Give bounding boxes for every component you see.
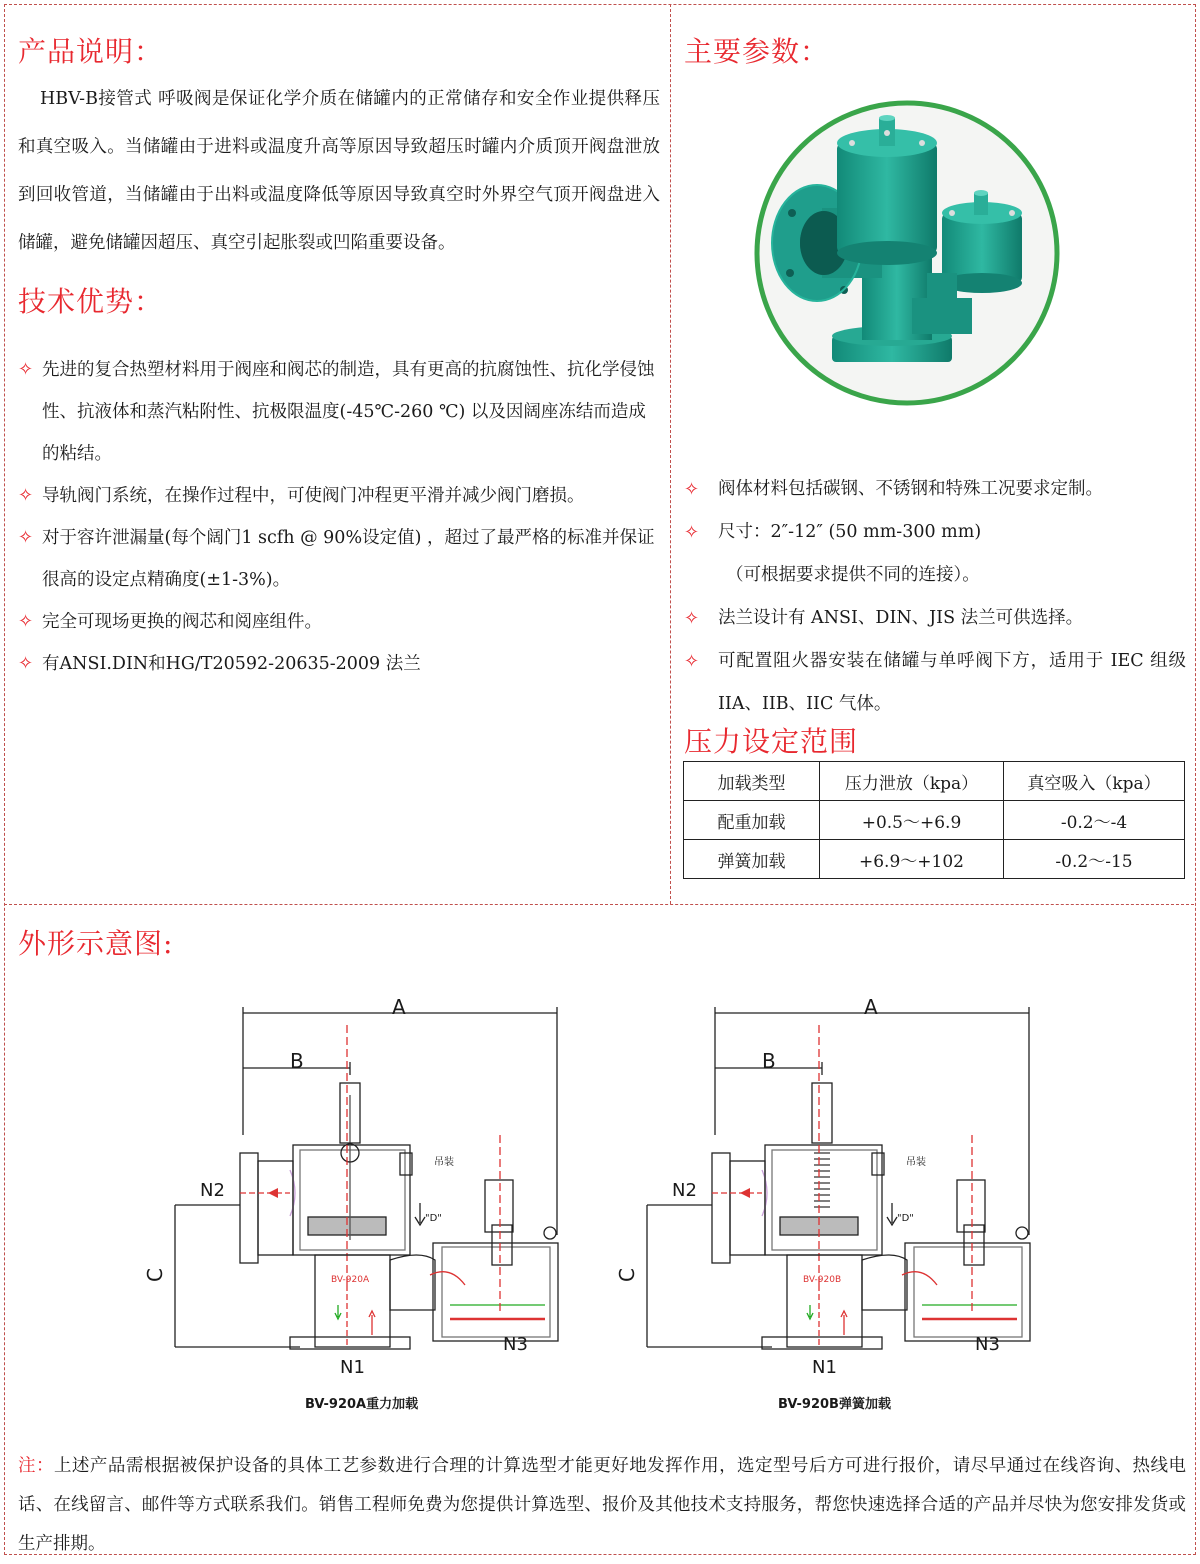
tech-adv-list — [18, 349, 663, 685]
product-photo — [752, 98, 1062, 408]
outline-title: 外形示意图: — [18, 927, 174, 960]
diamond-bullet-icon: ✧ — [18, 485, 34, 506]
table-cell: 弹簧加载 — [684, 840, 820, 879]
diamond-bullet-icon: ✧ — [18, 359, 34, 380]
dim-a-label: A — [864, 995, 878, 1019]
list-item: ✧ 完全可现场更换的阀芯和阅座组件。 — [18, 601, 663, 643]
dim-b-label: B — [290, 1049, 304, 1073]
table-cell: +0.5～+6.9 — [820, 801, 1004, 840]
diamond-bullet-icon: ✧ — [18, 653, 34, 674]
list-item: ✧ 对于容许泄漏量(每个阔门1 scfh @ 90%设定值) ，超过了最严格的标准并保证很高的设定点精确度(±1-3%)。 — [18, 517, 663, 601]
list-item: ✧ 有ANSI.DIN和HG/T20592-20635-2009 法兰 — [18, 643, 663, 685]
table-row — [684, 840, 1185, 879]
note-text: 上述产品需根据被保护设备的具体工艺参数进行合理的计算选型才能更好地发挥作用，选定型号后方可进行报价，请尽早通过在线咨询、热线电话、在线留言、邮件等方式联系我们。销售工程师免费为您提供计算选型、报价及其他技术支持服务，帮您快速选择合适的产品并尽快为您安排发货或生产排期。 — [18, 1456, 1186, 1554]
list-item: ✧ 尺寸：2″-12″ (50 mm-300 mm) — [684, 511, 1186, 554]
diamond-bullet-icon: ✧ — [684, 608, 700, 629]
table-cell: -0.2～-15 — [1004, 840, 1185, 879]
tech-adv-title: 技术优势： — [18, 285, 164, 318]
dim-n3-label: N3 — [975, 1334, 1000, 1355]
main-params-list — [684, 468, 1186, 726]
drawing-caption-a: BV-920A重力加载 — [305, 1397, 419, 1412]
diamond-bullet-icon: ✧ — [684, 651, 700, 672]
list-item: ✧ 先进的复合热塑材料用于阀座和阀芯的制造，具有更高的抗腐蚀性、抗化学侵蚀性、抗液体和蒸汽粘附性、抗极限温度(-45℃-260 ℃) 以及因阔座冻结而造成的粘结。 — [18, 349, 663, 475]
pressure-table — [683, 761, 1185, 879]
list-item: ✧ 法兰设计有 ANSI、DIN、JIS 法兰可供选择。 — [684, 597, 1186, 640]
list-item: ✧ 导轨阀门系统，在操作过程中，可使阀门冲程更平滑并减少阀门磨损。 — [18, 475, 663, 517]
dim-n1-label: N1 — [340, 1357, 365, 1378]
dim-n1-label: N1 — [812, 1357, 837, 1378]
drawing-bv920b — [614, 985, 1042, 1425]
dim-b-label: B — [762, 1049, 776, 1073]
dim-c-label: C — [614, 1268, 639, 1282]
diamond-bullet-icon: ✧ — [18, 527, 34, 548]
dim-n2-label: N2 — [200, 1180, 225, 1201]
dim-n2-label: N2 — [672, 1180, 697, 1201]
footer-note — [18, 1447, 1186, 1564]
list-item: ✧ 阀体材料包括碳钢、不锈钢和特殊工况要求定制。 — [684, 468, 1186, 511]
body-model-label: BV-920A — [331, 1275, 370, 1285]
drawing-bv920a — [142, 985, 570, 1425]
note-label: 注： — [18, 1456, 54, 1476]
dim-a-label: A — [392, 995, 406, 1019]
product-desc-title: 产品说明： — [18, 35, 164, 68]
table-header-cell: 压力泄放（kpa） — [820, 762, 1004, 801]
list-item: ✧ 可配置阻火器安装在储罐与单呼阀下方，适用于 IEC 组级 IIA、IIB、IIC 气体。 — [684, 640, 1186, 726]
table-cell: +6.9～+102 — [820, 840, 1004, 879]
table-header-cell: 真空吸入（kpa） — [1004, 762, 1185, 801]
table-cell: 配重加载 — [684, 801, 820, 840]
main-params-title: 主要参数： — [684, 35, 830, 68]
table-header-row — [684, 762, 1185, 801]
dim-d-label: "D" — [425, 1213, 442, 1224]
table-row — [684, 801, 1185, 840]
pressure-title: 压力设定范围 — [684, 725, 859, 758]
lifting-label: 吊装 — [434, 1157, 454, 1168]
diamond-bullet-icon: ✧ — [684, 522, 700, 543]
section-divider — [4, 904, 1194, 905]
list-item: （可根据要求提供不同的连接）。 — [726, 565, 980, 585]
body-model-label: BV-920B — [803, 1275, 842, 1285]
dim-d-label: "D" — [897, 1213, 914, 1224]
dim-n3-label: N3 — [503, 1334, 528, 1355]
column-divider — [670, 4, 671, 904]
drawing-caption-b: BV-920B弹簧加载 — [778, 1397, 891, 1412]
lifting-label: 吊装 — [906, 1157, 926, 1168]
table-cell: -0.2～-4 — [1004, 801, 1185, 840]
diamond-bullet-icon: ✧ — [684, 479, 700, 500]
dim-c-label: C — [142, 1268, 167, 1282]
table-header-cell: 加载类型 — [684, 762, 820, 801]
diamond-bullet-icon: ✧ — [18, 611, 34, 632]
product-desc-text: HBV-B接管式 呼吸阀是保证化学介质在储罐内的正常储存和安全作业提供释压和真空吸入。当储罐由于进料或温度升高等原因导致超压时罐内介质顶开阀盘泄放到回收管道，当储罐由于出料或温度降低等原因导致真空时外界空气顶开阀盘进入储罐，避免储罐因超压、真空引起胀裂或凹陷重要设备。 — [18, 89, 660, 253]
